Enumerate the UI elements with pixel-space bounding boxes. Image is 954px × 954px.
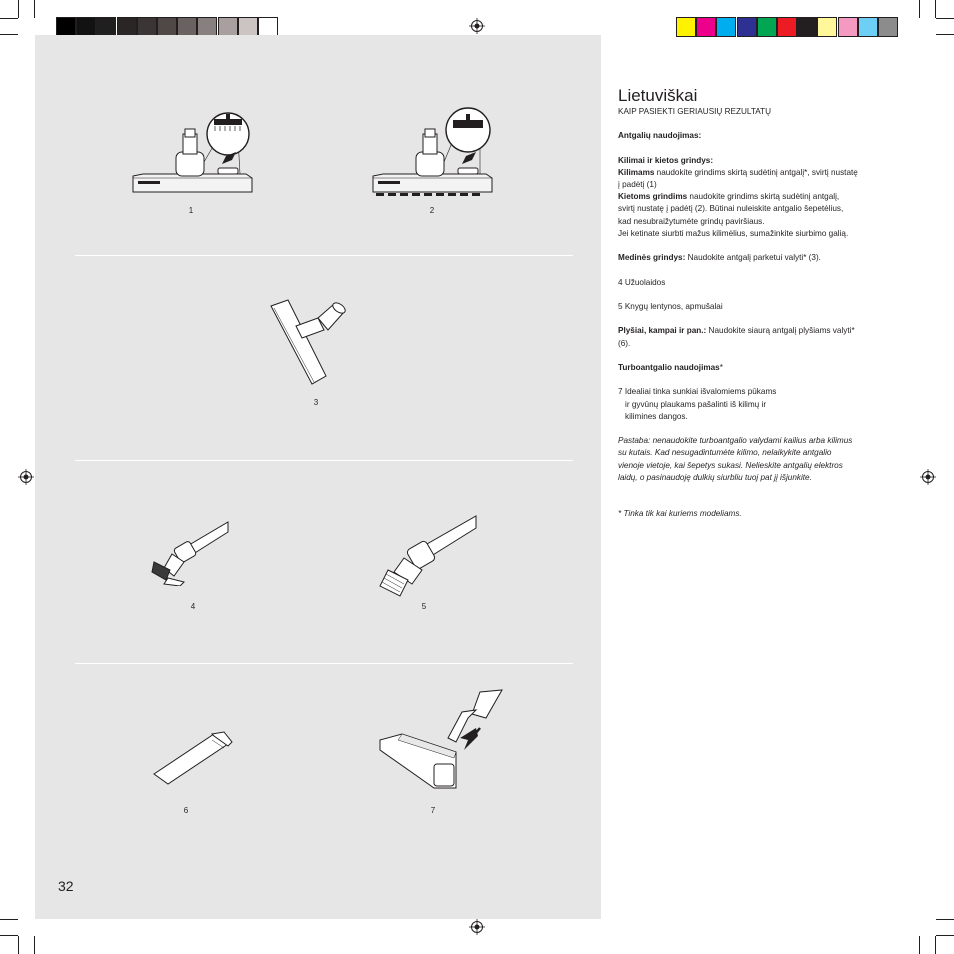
floor-nozzle-carpet-illustration bbox=[128, 104, 258, 198]
turbo-line-2: ir gyvūnų plaukams pašalinti iš kilimų ir bbox=[625, 399, 767, 409]
color-swatch bbox=[696, 17, 716, 37]
small-rugs-text: Jei ketinate siurbti mažus kilimėlius, sumažinkite siurbimo galią. bbox=[618, 228, 849, 238]
turbo-star: * bbox=[719, 362, 723, 372]
dusting-brush-illustration bbox=[378, 514, 478, 600]
grayscale-swatch bbox=[96, 17, 116, 37]
upholstery-nozzle-illustration bbox=[150, 518, 230, 586]
grayscale-swatch bbox=[197, 17, 217, 37]
grayscale-swatch bbox=[177, 17, 197, 37]
color-swatch bbox=[878, 17, 898, 37]
grayscale-swatch bbox=[117, 17, 137, 37]
hard-floor-text: naudokite grindims skirtą sudėtinį antgalį, svirtį nustatę į padėtį (2). Būtinai nuleiskite antgalio šepetėlius, kad nesubraižytumėte grindų paviršiaus. bbox=[618, 192, 844, 226]
color-swatch bbox=[838, 17, 858, 37]
crevice-tool-illustration bbox=[152, 730, 234, 786]
carpets-label: Kilimams bbox=[618, 167, 655, 177]
figure-label-6: 6 bbox=[183, 806, 189, 815]
figure-label-1: 1 bbox=[188, 206, 194, 215]
registration-mark-right bbox=[920, 469, 936, 485]
color-swatch bbox=[737, 17, 757, 37]
models-footnote: * Tinka tik kai kuriems modeliams. bbox=[618, 508, 742, 518]
grayscale-swatch bbox=[218, 17, 238, 37]
grayscale-swatch bbox=[157, 17, 177, 37]
color-swatch bbox=[757, 17, 777, 37]
wood-floor-label: Medinės grindys: bbox=[618, 253, 686, 263]
turbo-label: Turboantgalio naudojimas bbox=[618, 362, 720, 372]
turbo-nozzle-illustration bbox=[376, 688, 506, 792]
section-subtitle: KAIP PASIEKTI GERIAUSIŲ REZULTATŲ bbox=[618, 107, 772, 116]
registration-mark-left bbox=[18, 469, 34, 485]
carpets-text: naudokite grindims skirtą sudėtinį antgalį*, svirtį nustatę į padėtį (1) bbox=[618, 167, 858, 189]
crevice-text: Naudokite siaurą antgalį plyšiams valyti* (6). bbox=[618, 326, 855, 348]
parquet-nozzle-illustration bbox=[266, 296, 356, 388]
divider-1 bbox=[75, 255, 573, 256]
crevice-paragraph bbox=[618, 325, 858, 349]
crevice-label: Plyšiai, kampai ir pan.: bbox=[618, 326, 707, 336]
figure-label-3: 3 bbox=[313, 398, 319, 407]
instructions-text-column bbox=[618, 86, 858, 520]
hard-floor-label: Kietoms grindims bbox=[618, 192, 688, 202]
figure-label-2: 2 bbox=[429, 206, 435, 215]
turbo-line-3: kilimines dangos. bbox=[625, 411, 688, 421]
wood-floor-text: Naudokite antgalį parketui valyti* (3). bbox=[685, 253, 821, 263]
nozzles-heading: Antgalių naudojimas: bbox=[618, 131, 702, 141]
figure-label-4: 4 bbox=[190, 602, 196, 611]
illustration-panel bbox=[35, 35, 601, 919]
wood-floor-paragraph bbox=[618, 252, 858, 264]
color-swatch bbox=[858, 17, 878, 37]
color-swatch bbox=[817, 17, 837, 37]
turbo-heading bbox=[618, 362, 858, 374]
grayscale-swatch bbox=[137, 17, 157, 37]
grayscale-swatch bbox=[238, 17, 258, 37]
registration-mark-top bbox=[469, 18, 485, 34]
carpets-paragraph bbox=[618, 155, 858, 240]
divider-3 bbox=[75, 663, 573, 664]
turbo-note: Pastaba: nenaudokite turboantgalio valydami kailius arba kilimus su kutais. Kad nesugadintumėte kilimo, nelaikykite antgalio vienoje vietoje, kai šepetys sukasi. Nelieskite antgalių elektros laidų, o pasinaudoję dulkių siurbliu tuoj pat jį išjunkite. bbox=[618, 436, 853, 482]
turbo-line-1: 7 Idealiai tinka sunkiai išvalomiems pūkams bbox=[618, 387, 777, 397]
registration-mark-bottom bbox=[469, 919, 485, 935]
page-number: 32 bbox=[58, 878, 74, 894]
floor-nozzle-hard-floor-illustration bbox=[368, 104, 498, 202]
turbo-item bbox=[618, 386, 858, 423]
grayscale-swatch bbox=[76, 17, 96, 37]
color-swatch bbox=[716, 17, 736, 37]
color-swatch bbox=[777, 17, 797, 37]
carpets-heading: Kilimai ir kietos grindys: bbox=[618, 155, 714, 165]
grayscale-swatch bbox=[56, 17, 76, 37]
color-swatch bbox=[797, 17, 817, 37]
language-title: Lietuviškai bbox=[618, 86, 698, 105]
divider-2 bbox=[75, 460, 573, 461]
grayscale-swatch bbox=[258, 17, 278, 37]
color-swatch bbox=[676, 17, 696, 37]
figure-label-7: 7 bbox=[430, 806, 436, 815]
curtains-item: 4 Užuolaidos bbox=[618, 277, 666, 287]
figure-label-5: 5 bbox=[421, 602, 427, 611]
bookshelves-item: 5 Knygų lentynos, apmušalai bbox=[618, 301, 723, 311]
